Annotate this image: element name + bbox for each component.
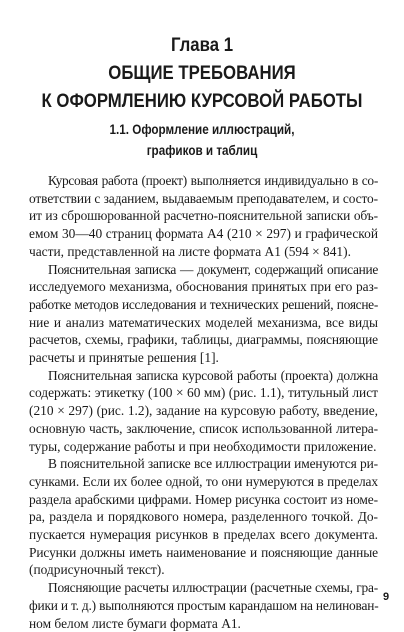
- section-title-line-2: графиков и таблиц: [146, 143, 258, 158]
- text-line: расчетов, схемы, графики, таблицы, диаграммы, поясняющие: [29, 332, 378, 348]
- text-line: В пояснительной записке все иллюстрации именуются ри-: [48, 456, 378, 472]
- page-number: 9: [383, 591, 390, 603]
- text-line: (210 × 297) (рис. 1.2), задание на курсовую работу, введение,: [29, 403, 378, 419]
- text-line: основную часть, заключение, список использованной литера-: [29, 420, 378, 436]
- text-line: (подрисуночный текст).: [29, 562, 165, 578]
- text-line: Пояснительная записка курсовой работы (проекта) должна: [48, 367, 378, 383]
- paragraph: [29, 455, 378, 579]
- paragraph: [29, 261, 378, 367]
- chapter-title-line-1: ОБЩИЕ ТРЕБОВАНИЯ: [108, 62, 296, 84]
- text-line: содержать: этикетку (100 × 60 мм) (рис. 1.1), титульный лист: [29, 385, 378, 401]
- text-line: ит из сброшюрованной расчетно-пояснительной записки объ-: [29, 208, 378, 224]
- paragraph: [29, 172, 378, 261]
- chapter-heading: [28, 31, 375, 115]
- text-line: фики и т. д.) выполняются простым карандашом на нелинован-: [29, 597, 379, 613]
- text-line: ра, раздела и порядкового номера, разделенного точкой. До-: [29, 509, 378, 525]
- paragraph: [29, 579, 378, 632]
- text-line: ном белом листе бумаги формата А1.: [29, 615, 241, 631]
- section-heading: [28, 119, 375, 161]
- chapter-title-line-2: К ОФОРМЛЕНИЮ КУРСОВОЙ РАБОТЫ: [41, 90, 363, 112]
- text-line: расчеты и принятые решения [1].: [29, 350, 219, 366]
- paragraph: [29, 367, 378, 456]
- text-line: ответствии с заданием, выдаваемым преподавателем, и состо-: [29, 190, 378, 206]
- text-line: Поясняющие расчеты иллюстрации (расчетные схемы, гра-: [48, 580, 378, 596]
- body-text: [29, 172, 378, 632]
- text-line: Рисунки должны иметь наименование и поясняющие данные: [29, 544, 378, 560]
- text-line: Пояснительная записка — документ, содержащий описание: [48, 261, 378, 277]
- text-line: работке методов исследования и технических решений, поясне-: [29, 296, 378, 312]
- text-line: исследуемого механизма, обоснования принятых при его раз-: [29, 279, 378, 295]
- text-line: туры, содержание работы и при необходимости приложение.: [29, 438, 377, 454]
- text-line: раздела арабскими цифрами. Номер рисунка состоит из номе-: [29, 491, 378, 507]
- text-line: сунками. Если их более одной, то они нумеруются в пределах: [29, 473, 378, 489]
- section-title-line-1: 1.1. Оформление иллюстраций,: [109, 122, 295, 137]
- chapter-number: Глава 1: [170, 34, 234, 56]
- text-line: ние и анализ математических моделей механизма, все виды: [29, 314, 378, 330]
- text-line: Курсовая работа (проект) выполняется индивидуально в со-: [48, 173, 378, 188]
- text-line: части, представленной на листе формата А1 (594 × 841).: [29, 243, 351, 259]
- text-line: емом 30—40 страниц формата А4 (210 × 297) и графической: [29, 226, 378, 242]
- text-line: пускается нумерация рисунков в пределах всего документа.: [29, 527, 378, 543]
